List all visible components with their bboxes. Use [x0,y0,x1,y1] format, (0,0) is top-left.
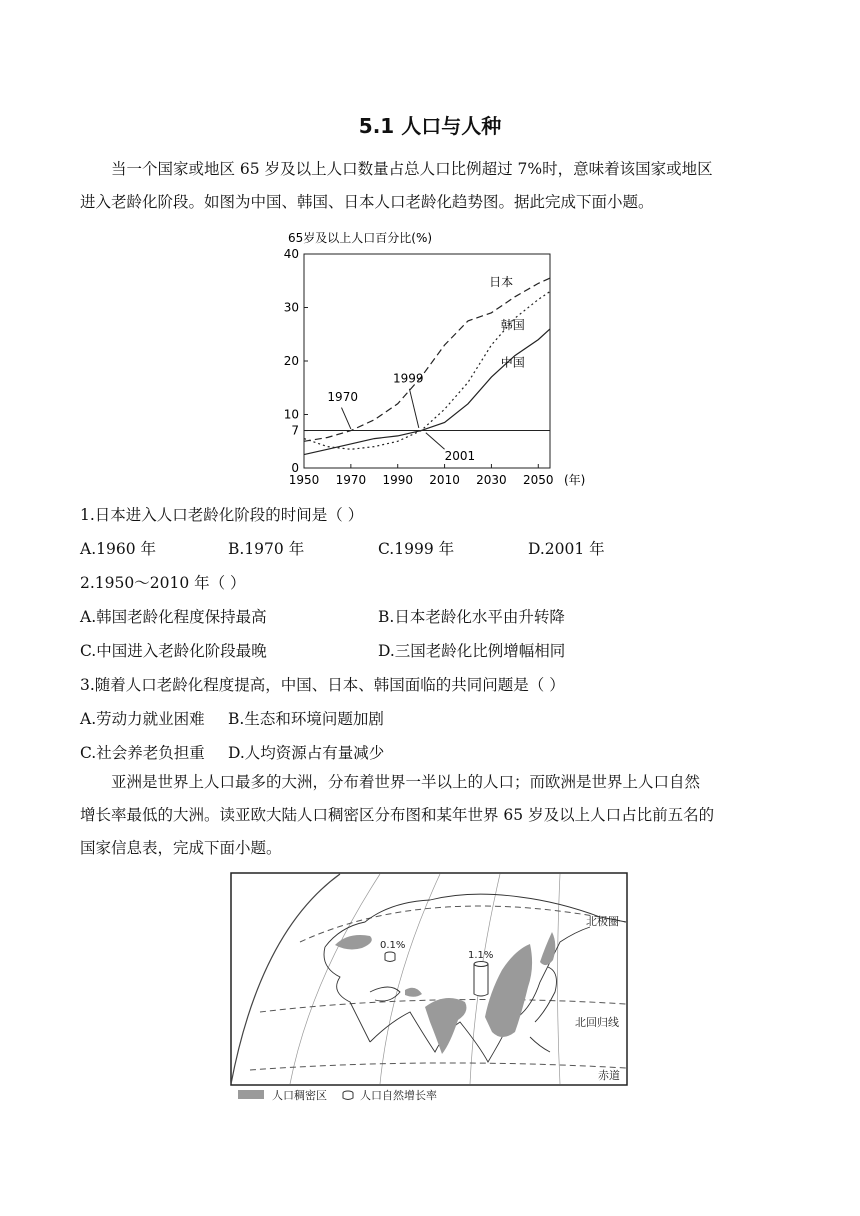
x-tick-label: 1950 [288,473,320,487]
annotation-label: 2001 [444,448,476,463]
chart-ticks [284,247,586,487]
series-label: 韩国 [500,317,525,332]
x-tick-label: 2050 [523,473,554,487]
map-frame [231,873,627,1085]
x-tick-label: 2010 [429,473,460,487]
annotation-label: 1970 [327,390,358,405]
y-tick-label: 40 [283,247,299,261]
y-tick-label: 20 [283,354,299,368]
x-unit-label: (年) [564,473,586,487]
q3-stem: 3.随着人口老龄化程度提高，中国、日本、韩国面临的共同问题是（ ） [80,676,565,694]
chart-ylabel: 65岁及以上人口百分比(%) [288,231,433,245]
equator-label: 赤道 [598,1069,620,1082]
intro1-line2: 进入老龄化阶段。如图为中国、韩国、日本人口老龄化趋势图。据此完成下面小题。 [80,193,654,211]
legend-growth-label: 人口自然增长率 [360,1089,437,1102]
asia-rate-label: 1.1% [468,950,494,961]
arctic-circle-label: 北极圈 [586,915,619,928]
x-tick-label: 1970 [335,473,367,487]
chart-labels [327,274,524,463]
y-tick-label: 7 [291,423,299,438]
legend-growth-icon [343,1091,353,1100]
series-label: 日本 [489,275,514,290]
q1-option-d[interactable]: D.2001 年 [528,540,605,558]
legend-dense-label: 人口稠密区 [272,1089,327,1102]
page-title: 5.1 人口与人种 [358,114,502,138]
asia-growth-marker [474,962,488,997]
intro-paragraph-1 [80,153,780,219]
q2-option-a[interactable]: A.韩国老龄化程度保持最高 [80,608,267,626]
x-tick-label: 1990 [382,473,413,487]
intro-paragraph-2 [80,766,780,865]
europe-rate-label: 0.1% [380,940,406,951]
q2-option-d[interactable]: D.三国老龄化比例增幅相同 [378,642,566,660]
y-tick-label: 10 [283,407,299,422]
aging-trend-chart [270,224,600,494]
q3-option-b[interactable]: B.生态和环境问题加剧 [228,710,384,728]
y-tick-label: 30 [283,300,299,315]
annotation-label: 1999 [393,371,424,386]
intro2-line2: 增长率最低的大洲。读亚欧大陆人口稠密区分布图和某年世界 65 岁及以上人口占比前五名的 [80,806,715,824]
q1-option-b[interactable]: B.1970 年 [228,540,305,558]
q2-option-b[interactable]: B.日本老龄化水平由升转降 [378,608,565,626]
q2-option-c[interactable]: C.中国进入老龄化阶段最晚 [80,642,267,660]
q3-option-c[interactable]: C.社会养老负担重 [80,744,205,762]
tropic-label: 北回归线 [575,1016,619,1029]
intro2-line3: 国家信息表，完成下面小题。 [80,839,282,857]
x-tick-label: 2030 [476,473,507,487]
annotation-arrow [409,389,418,428]
annotation-arrow [341,408,350,429]
intro1-line1: 当一个国家或地区 65 岁及以上人口数量占总人口比例超过 7%时，意味着该国家或地区 [111,160,713,178]
intro2-line1: 亚洲是世界上人口最多的大洲，分布着世界一半以上的人口；而欧洲是世界上人口自然 [111,773,701,791]
series-label: 中国 [500,355,525,370]
q1-option-c[interactable]: C.1999 年 [378,540,455,558]
q1-option-a[interactable]: A.1960 年 [80,540,156,558]
legend-dense-swatch [238,1090,264,1099]
eurasia-population-map [230,872,630,1104]
annotation-arrow [426,433,445,450]
q1-stem: 1.日本进入人口老龄化阶段的时间是（ ） [80,506,364,524]
europe-growth-marker [385,952,395,962]
series-line-dotted [304,292,550,450]
q2-stem: 2.1950～2010 年（ ） [80,574,246,592]
y-tick-label: 0 [291,461,299,475]
q3-option-a[interactable]: A.劳动力就业困难 [80,710,205,728]
q3-option-d[interactable]: D.人均资源占有量减少 [228,744,385,762]
